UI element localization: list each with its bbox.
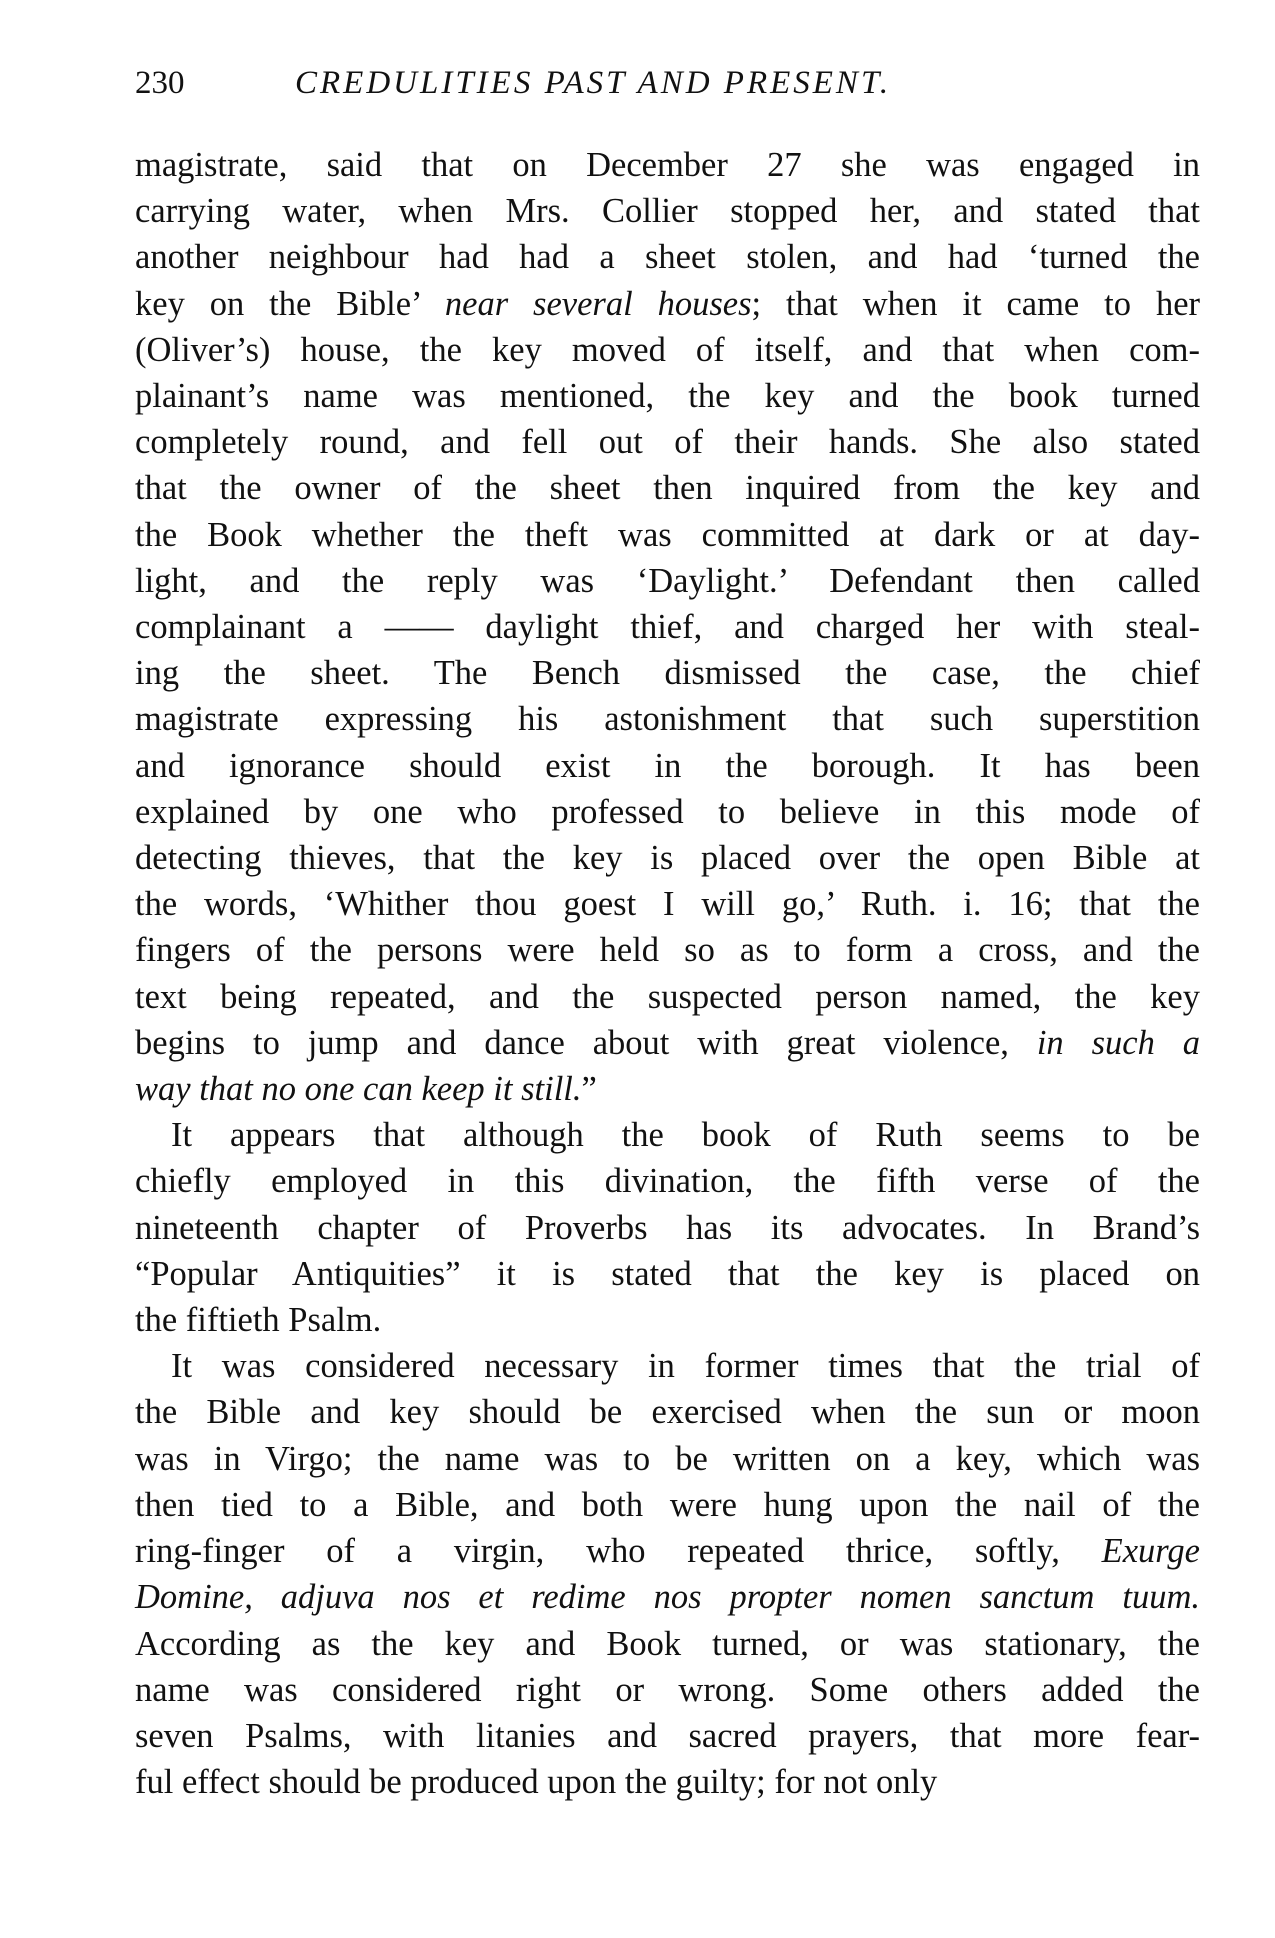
- text-line: seven Psalms, with litanies and sacred prayers, that more fear-: [135, 1716, 1200, 1755]
- text-line: nineteenth chapter of Proverbs has its advocates. In Brand’s: [135, 1208, 1200, 1247]
- text-line: fingers of the persons were held so as to form a cross, and the: [135, 931, 1200, 970]
- text-line: then tied to a Bible, and both were hung upon the nail of the: [135, 1485, 1200, 1524]
- text-line: plainant’s name was mentioned, the key and the book turned: [135, 377, 1200, 416]
- text-line: It was considered necessary in former times that the trial of: [171, 1347, 1200, 1386]
- text-line: ful effect should be produced upon the guilty; for not only: [135, 1763, 938, 1802]
- text-line: chiefly employed in this divination, the fifth verse of the: [135, 1162, 1200, 1201]
- text-line: ing the sheet. The Bench dismissed the case, the chief: [135, 654, 1200, 693]
- page-header: [135, 58, 1200, 108]
- text-line: the Book whether the theft was committed at dark or at day-: [135, 515, 1200, 554]
- text-segment: begins to jump and dance about with great violence,: [135, 1023, 1037, 1062]
- text-line: the fiftieth Psalm.: [135, 1301, 382, 1340]
- text-line: [135, 1020, 1200, 1066]
- text-line: light, and the reply was ‘Daylight.’ Defendant then called: [135, 561, 1200, 600]
- text-segment: key on the Bible’: [135, 284, 445, 323]
- text-segment: ”: [581, 1070, 597, 1109]
- paragraph: [135, 142, 1200, 1112]
- text-line: explained by one who professed to believe in this mode of: [135, 792, 1200, 831]
- italic-text: Exurge: [1101, 1532, 1200, 1571]
- text-line: that the owner of the sheet then inquired from the key and: [135, 469, 1200, 508]
- italic-text: way that no one can keep it still.: [135, 1070, 582, 1109]
- text-line: detecting thieves, that the key is placed over the open Bible at: [135, 839, 1200, 878]
- paragraph: [135, 1343, 1200, 1805]
- running-title: CREDULITIES PAST AND PRESENT.: [295, 65, 892, 101]
- paragraph: [135, 1112, 1200, 1343]
- text-line: [135, 1066, 1200, 1112]
- text-line: carrying water, when Mrs. Collier stopped her, and stated that: [135, 192, 1200, 231]
- text-line: the Bible and key should be exercised when the sun or moon: [135, 1393, 1200, 1432]
- text-line: the words, ‘Whither thou goest I will go,’ Ruth. i. 16; that the: [135, 885, 1200, 924]
- text-segment: ; that when it came to her: [751, 284, 1201, 323]
- text-line: complainant a —— daylight thief, and charged her with steal-: [135, 608, 1200, 647]
- text-line: “Popular Antiquities” it is stated that the key is placed on: [135, 1254, 1200, 1293]
- text-line: magistrate, said that on December 27 she was engaged in: [135, 146, 1200, 184]
- text-line: [135, 1574, 1200, 1620]
- italic-text: Domine, adjuva nos et redime nos propter nomen sanctum tuum.: [135, 1578, 1200, 1617]
- text-line: was in Virgo; the name was to be written on a key, which was: [135, 1439, 1200, 1478]
- body-text: [135, 142, 1200, 1805]
- text-line: completely round, and fell out of their hands. She also stated: [135, 423, 1200, 462]
- text-line: (Oliver’s) house, the key moved of itself, and that when com-: [135, 330, 1200, 369]
- text-line: text being repeated, and the suspected person named, the key: [135, 977, 1200, 1016]
- text-line: According as the key and Book turned, or was stationary, the: [135, 1624, 1200, 1663]
- text-line: It appears that although the book of Ruth seems to be: [171, 1116, 1200, 1155]
- italic-text: near several houses: [444, 284, 752, 323]
- text-line: [135, 281, 1200, 327]
- text-segment: ring-finger of a virgin, who repeated thrice, softly,: [135, 1532, 1102, 1571]
- text-line: and ignorance should exist in the borough. It has been: [135, 746, 1200, 785]
- text-line: magistrate expressing his astonishment that such superstition: [135, 700, 1200, 739]
- italic-text: in such a: [1036, 1023, 1201, 1062]
- text-line: another neighbour had had a sheet stolen, and had ‘turned the: [135, 238, 1200, 277]
- text-line: [135, 1528, 1200, 1574]
- page-number: 230: [135, 65, 185, 101]
- text-line: name was considered right or wrong. Some others added the: [135, 1670, 1200, 1709]
